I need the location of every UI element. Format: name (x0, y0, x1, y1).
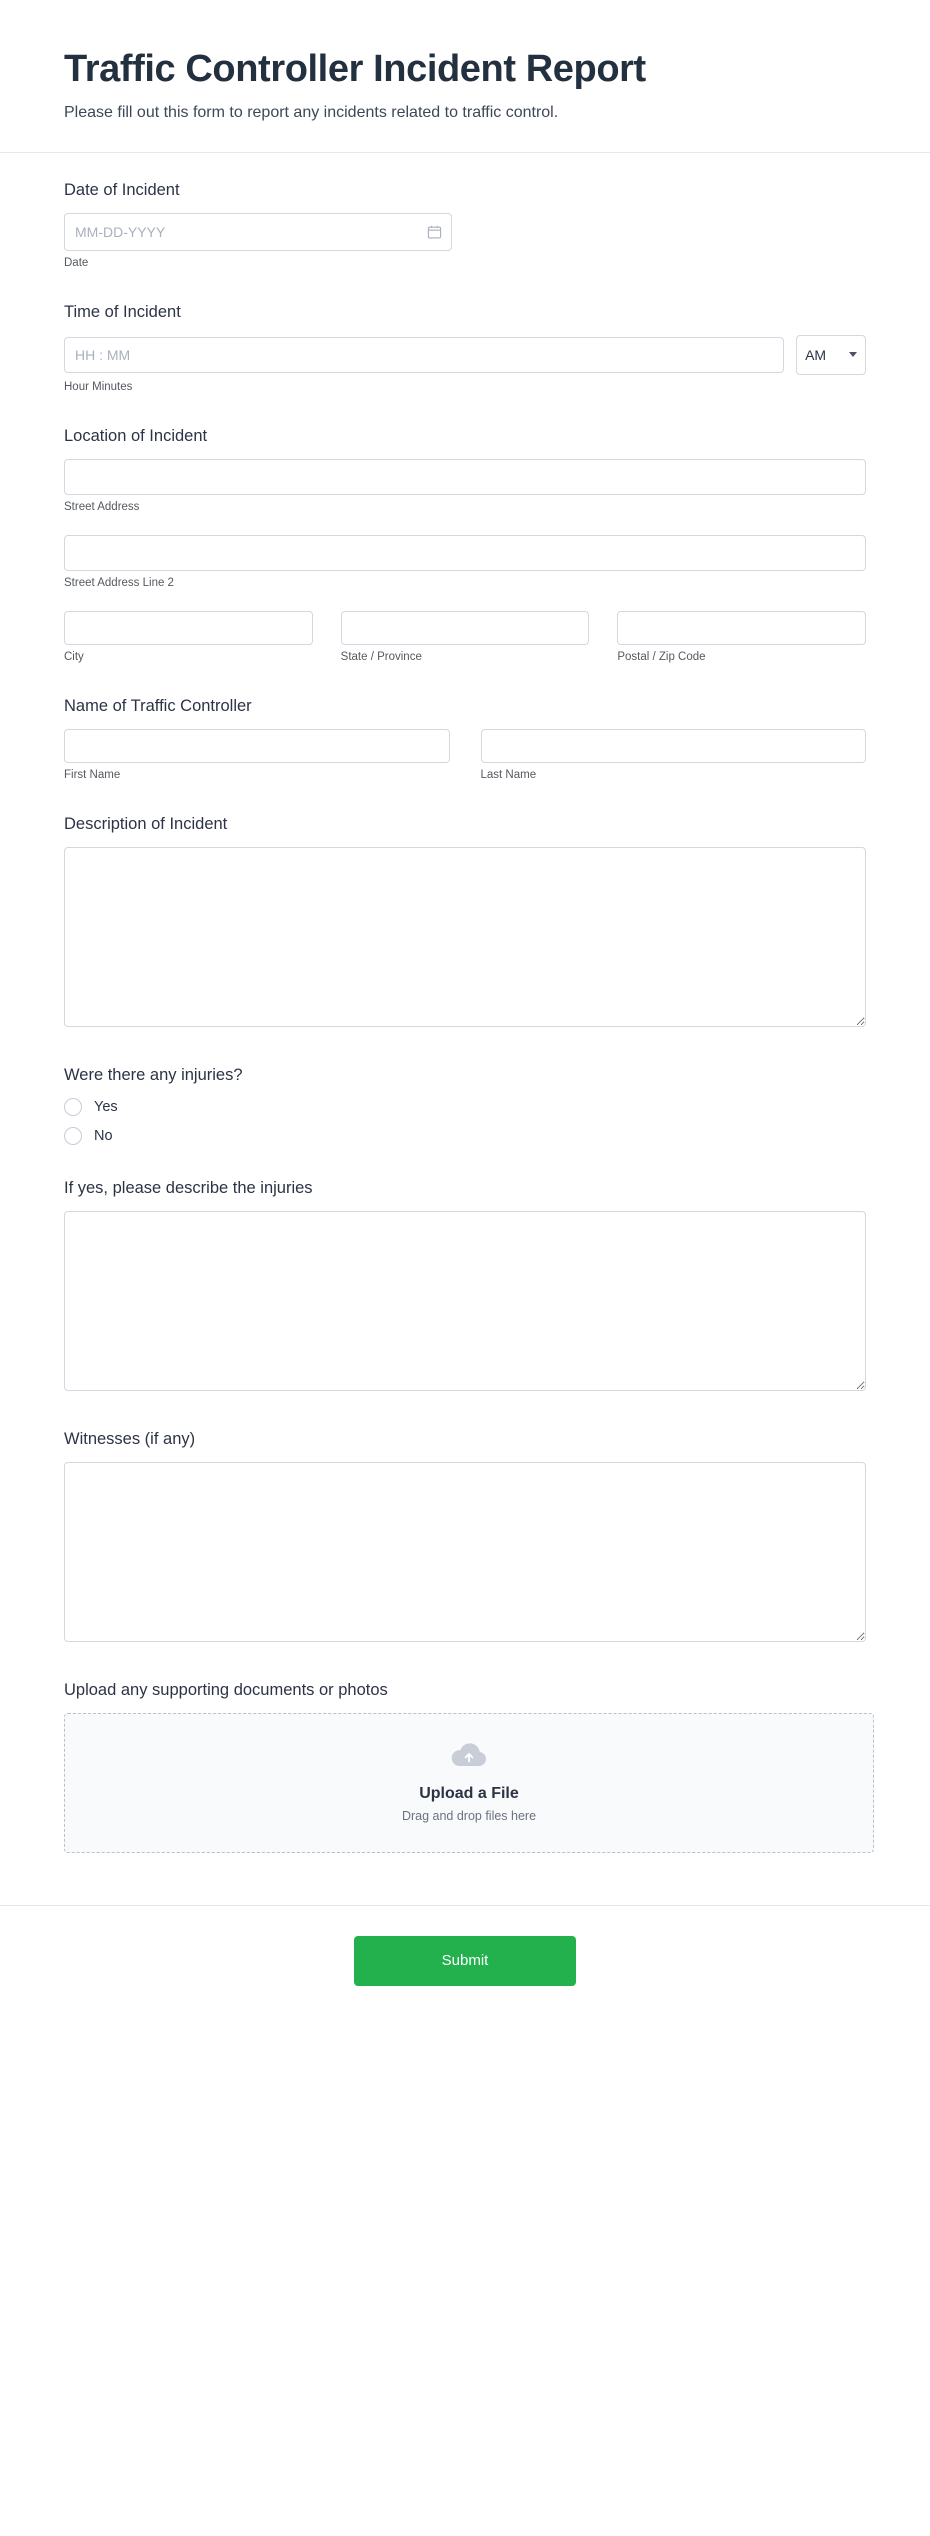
time-row (64, 335, 866, 375)
radio-option-yes[interactable] (64, 1098, 866, 1116)
date-input-wrapper (64, 213, 452, 251)
postal-sublabel: Postal / Zip Code (617, 650, 706, 663)
last-name-group (481, 729, 867, 781)
upload-hint: Drag and drop files here (401, 1809, 537, 1824)
location-label: Location of Incident (64, 426, 208, 445)
state-group (341, 611, 590, 663)
page-title: Traffic Controller Incident Report (64, 48, 646, 90)
field-time-of-incident (64, 303, 866, 393)
form-footer (0, 1905, 930, 2022)
last-name-input[interactable] (481, 729, 867, 763)
date-sublabel: Date (64, 256, 89, 269)
radio-option-no[interactable] (64, 1127, 866, 1145)
street-address-2-sublabel: Street Address Line 2 (64, 576, 174, 589)
city-input[interactable] (64, 611, 313, 645)
page-subtitle: Please fill out this form to report any incidents related to traffic control. (64, 103, 559, 121)
form-body (0, 153, 930, 1883)
street-address-sublabel: Street Address (64, 500, 140, 513)
time-input[interactable] (64, 337, 784, 373)
first-name-group (64, 729, 450, 781)
field-location-of-incident (64, 427, 866, 663)
first-name-input[interactable] (64, 729, 450, 763)
injury-description-textarea[interactable] (64, 1211, 866, 1391)
submit-button[interactable]: Submit (354, 1936, 576, 1986)
city-state-zip-row (64, 611, 866, 663)
city-sublabel: City (64, 650, 84, 663)
form-header (0, 0, 930, 153)
cloud-upload-icon (449, 1742, 489, 1775)
postal-input[interactable] (617, 611, 866, 645)
field-witnesses (64, 1430, 866, 1647)
meridiem-select[interactable] (796, 335, 866, 375)
name-row (64, 729, 866, 781)
street-address-group (64, 459, 866, 513)
street-address-input[interactable] (64, 459, 866, 495)
last-name-sublabel: Last Name (480, 768, 537, 781)
field-date-of-incident (64, 181, 866, 269)
radio-label-no: No (94, 1127, 113, 1144)
controller-name-label: Name of Traffic Controller (64, 696, 252, 715)
upload-label: Upload any supporting documents or photos (64, 1680, 388, 1699)
injury-description-label: If yes, please describe the injuries (64, 1178, 313, 1197)
time-sublabel: Hour Minutes (64, 380, 133, 393)
description-textarea[interactable] (64, 847, 866, 1027)
upload-title: Upload a File (419, 1785, 519, 1803)
meridiem-value: AM (805, 346, 827, 363)
field-injury-description (64, 1179, 866, 1396)
time-label: Time of Incident (64, 302, 181, 321)
witnesses-textarea[interactable] (64, 1462, 866, 1642)
field-injuries (64, 1066, 866, 1145)
state-sublabel: State / Province (340, 650, 422, 663)
state-input[interactable] (341, 611, 590, 645)
date-label: Date of Incident (64, 180, 180, 199)
chevron-down-icon (849, 352, 857, 357)
street-address-2-input[interactable] (64, 535, 866, 571)
injuries-label: Were there any injuries? (64, 1065, 243, 1084)
radio-circle-icon[interactable] (64, 1127, 82, 1145)
postal-group (617, 611, 866, 663)
radio-label-yes: Yes (94, 1098, 118, 1115)
field-controller-name (64, 697, 866, 781)
date-input[interactable] (64, 213, 452, 251)
file-upload-dropzone[interactable] (64, 1713, 874, 1853)
city-group (64, 611, 313, 663)
street-address-2-group (64, 535, 866, 589)
first-name-sublabel: First Name (64, 768, 121, 781)
description-label: Description of Incident (64, 814, 228, 833)
field-description (64, 815, 866, 1032)
witnesses-label: Witnesses (if any) (64, 1429, 196, 1448)
calendar-icon[interactable] (427, 224, 442, 239)
radio-circle-icon[interactable] (64, 1098, 82, 1116)
field-upload (64, 1681, 866, 1853)
